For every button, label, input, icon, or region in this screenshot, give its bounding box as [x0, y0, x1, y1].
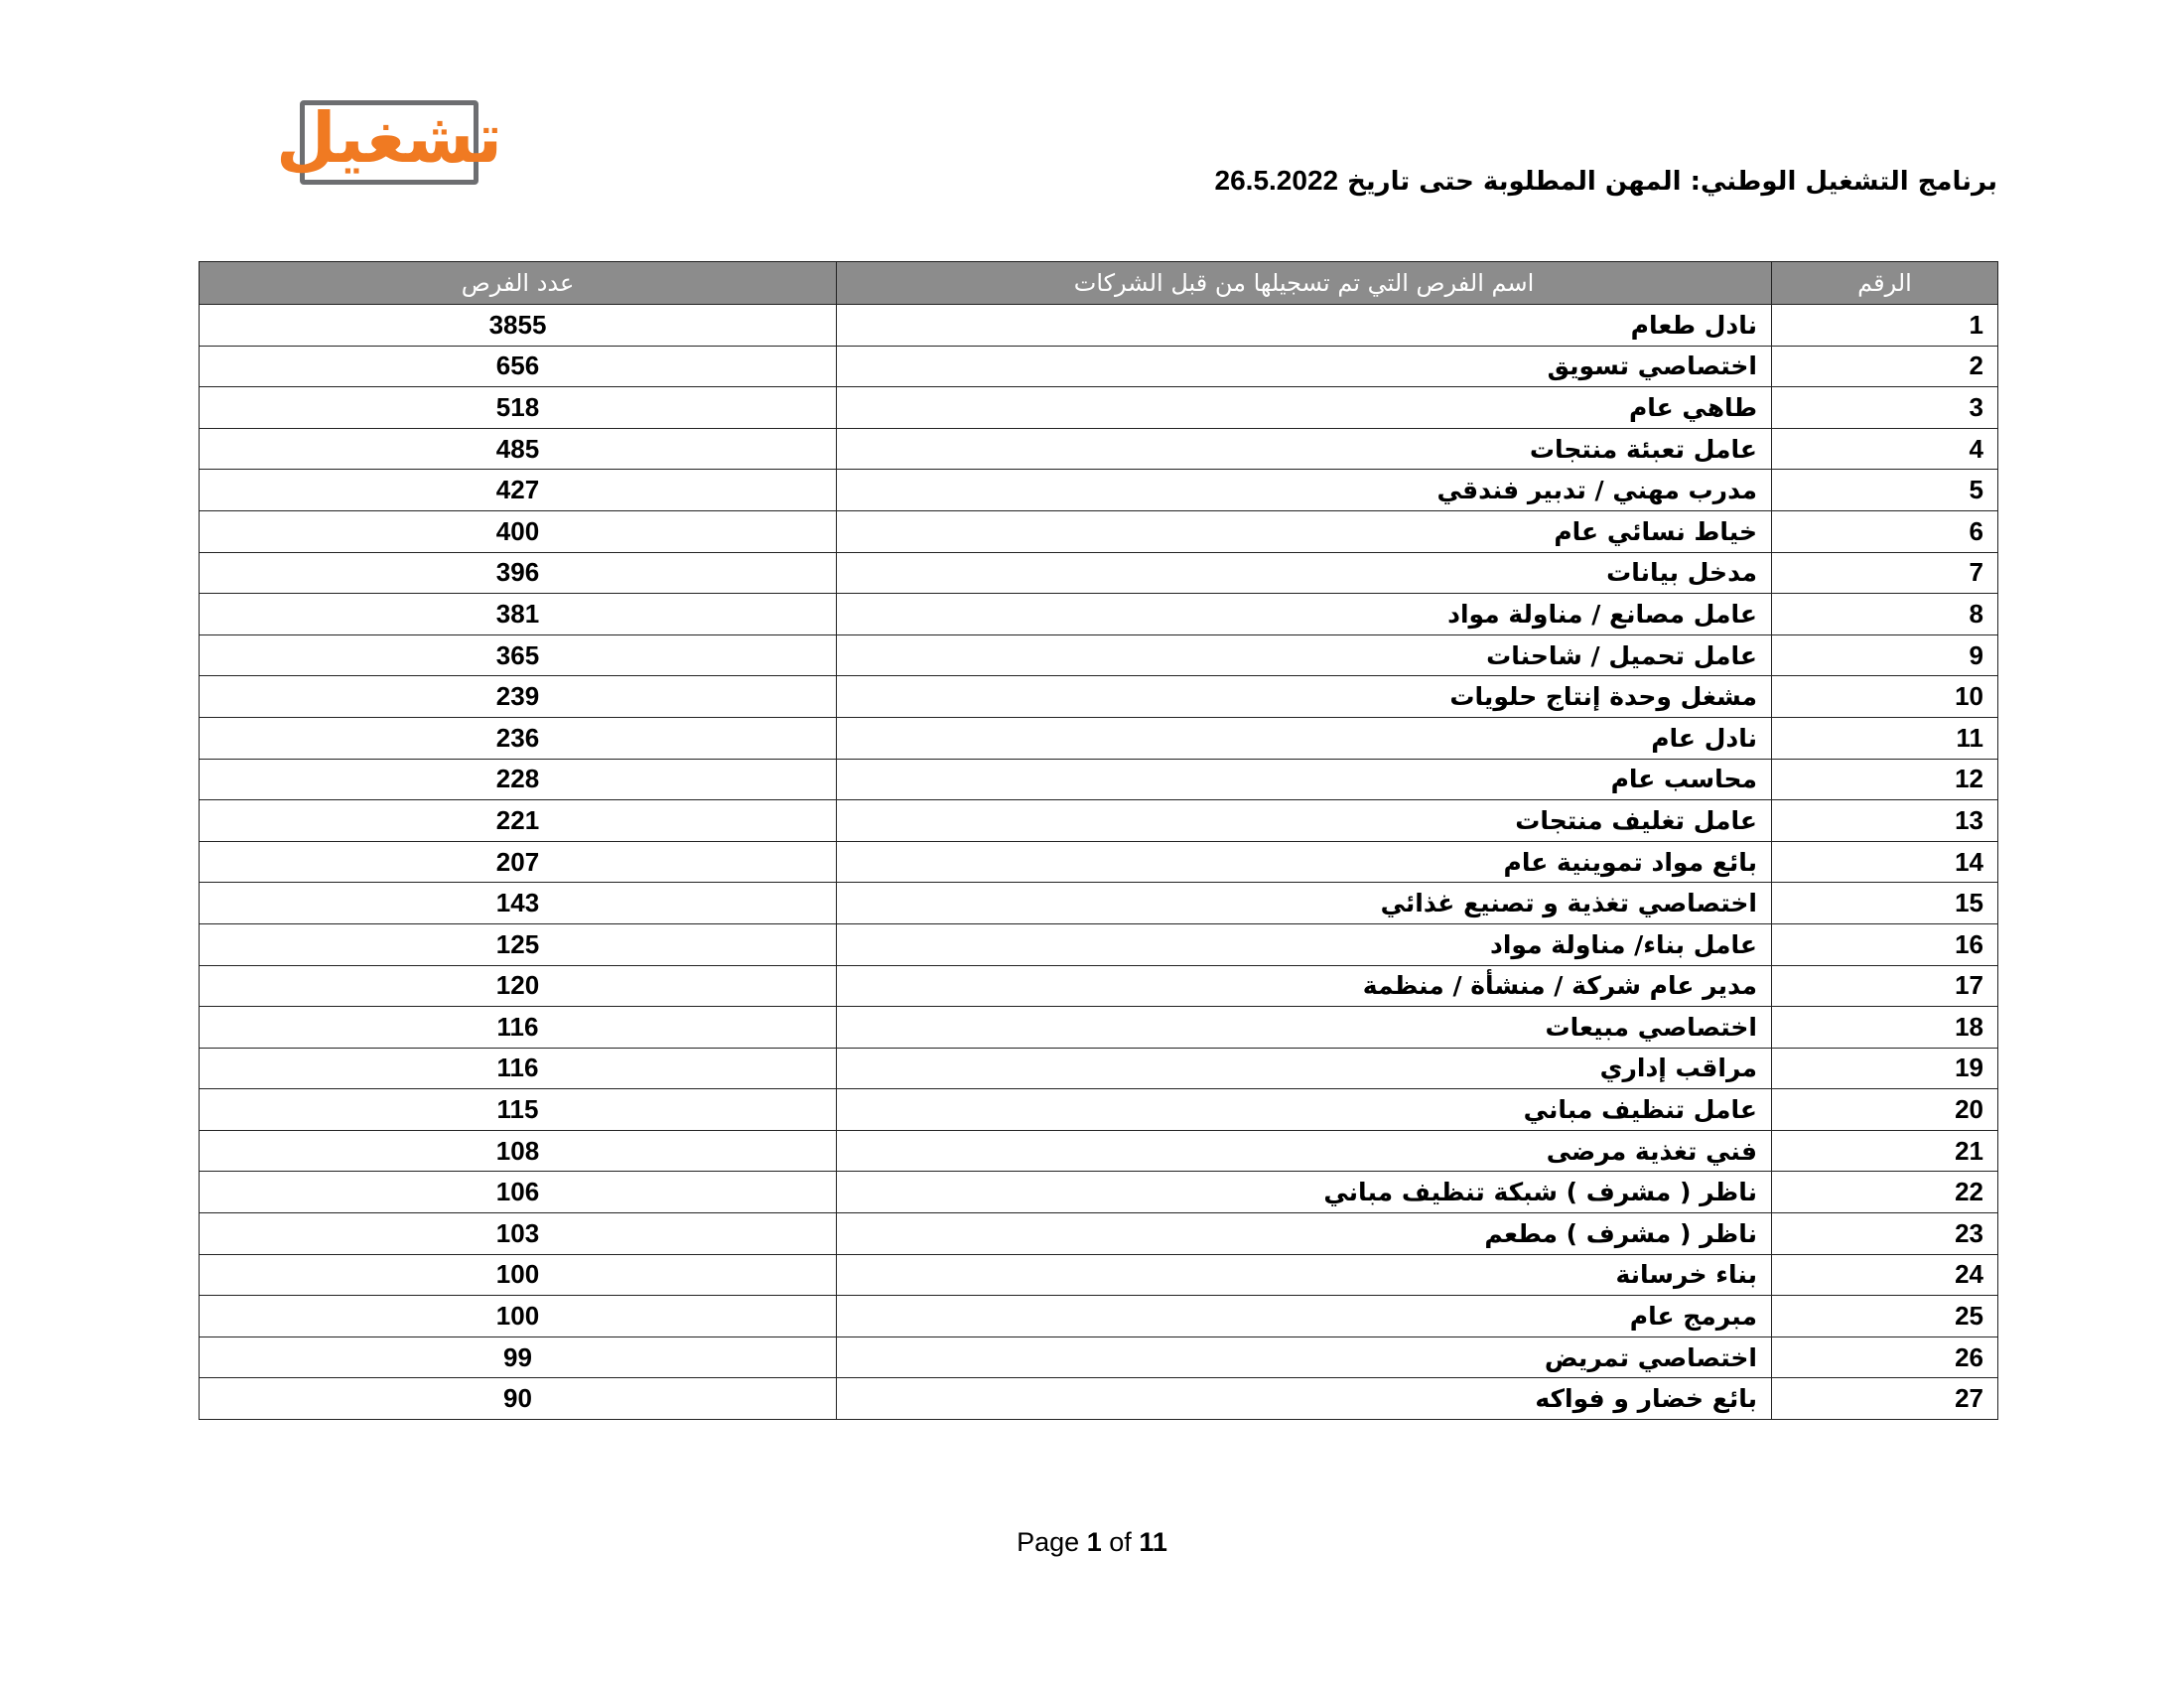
row-job-name: عامل مصانع / مناولة مواد [837, 594, 1772, 635]
row-opportunity-count: 108 [200, 1130, 837, 1172]
table-row [200, 759, 1998, 800]
table-row [200, 1296, 1998, 1337]
row-number: 25 [1772, 1296, 1998, 1337]
row-job-name: مدخل بيانات [837, 552, 1772, 594]
table-row [200, 510, 1998, 552]
row-job-name: ناظر ( مشرف ) شبكة تنظيف مباني [837, 1172, 1772, 1213]
row-number: 22 [1772, 1172, 1998, 1213]
row-job-name: عامل تنظيف مباني [837, 1089, 1772, 1131]
row-opportunity-count: 99 [200, 1336, 837, 1378]
row-number: 5 [1772, 470, 1998, 511]
row-job-name: فني تغذية مرضى [837, 1130, 1772, 1172]
row-number: 18 [1772, 1007, 1998, 1049]
row-job-name: نادل طعام [837, 305, 1772, 347]
row-number: 1 [1772, 305, 1998, 347]
jobs-table [199, 261, 1998, 1420]
row-opportunity-count: 221 [200, 800, 837, 842]
table-row [200, 1007, 1998, 1049]
row-number: 14 [1772, 841, 1998, 883]
row-job-name: اختصاصي مبيعات [837, 1007, 1772, 1049]
row-number: 9 [1772, 634, 1998, 676]
row-opportunity-count: 125 [200, 923, 837, 965]
row-number: 7 [1772, 552, 1998, 594]
row-number: 3 [1772, 387, 1998, 429]
row-job-name: مراقب إداري [837, 1048, 1772, 1089]
row-opportunity-count: 100 [200, 1254, 837, 1296]
row-opportunity-count: 228 [200, 759, 837, 800]
row-job-name: مشغل وحدة إنتاج حلويات [837, 676, 1772, 718]
table-row [200, 841, 1998, 883]
row-opportunity-count: 115 [200, 1089, 837, 1131]
row-job-name: بائع مواد تموينية عام [837, 841, 1772, 883]
logo-text: تشغيل [275, 96, 503, 179]
table-row [200, 634, 1998, 676]
table-row [200, 470, 1998, 511]
row-number: 10 [1772, 676, 1998, 718]
row-job-name: عامل تعبئة منتجات [837, 428, 1772, 470]
table-row [200, 1336, 1998, 1378]
page-title-date: 26.5.2022 [1214, 165, 1339, 196]
row-job-name: اختصاصي تغذية و تصنيع غذائي [837, 883, 1772, 924]
table-row [200, 800, 1998, 842]
row-number: 23 [1772, 1213, 1998, 1255]
row-opportunity-count: 143 [200, 883, 837, 924]
row-number: 16 [1772, 923, 1998, 965]
row-number: 4 [1772, 428, 1998, 470]
row-number: 27 [1772, 1378, 1998, 1420]
table-row [200, 1254, 1998, 1296]
row-number: 26 [1772, 1336, 1998, 1378]
row-opportunity-count: 518 [200, 387, 837, 429]
row-opportunity-count: 381 [200, 594, 837, 635]
row-opportunity-count: 90 [200, 1378, 837, 1420]
row-job-name: اختصاصي تمريض [837, 1336, 1772, 1378]
column-header-count: عدد الفرص [200, 262, 837, 305]
row-number: 13 [1772, 800, 1998, 842]
row-opportunity-count: 116 [200, 1007, 837, 1049]
table-row [200, 1048, 1998, 1089]
row-job-name: مدرب مهني / تدبير فندقي [837, 470, 1772, 511]
row-number: 21 [1772, 1130, 1998, 1172]
row-job-name: نادل عام [837, 717, 1772, 759]
row-opportunity-count: 3855 [200, 305, 837, 347]
row-job-name: عامل بناء/ مناولة مواد [837, 923, 1772, 965]
row-opportunity-count: 427 [200, 470, 837, 511]
row-opportunity-count: 106 [200, 1172, 837, 1213]
row-opportunity-count: 365 [200, 634, 837, 676]
row-opportunity-count: 239 [200, 676, 837, 718]
table-row [200, 717, 1998, 759]
row-opportunity-count: 485 [200, 428, 837, 470]
row-number: 11 [1772, 717, 1998, 759]
row-opportunity-count: 100 [200, 1296, 837, 1337]
row-job-name: مبرمج عام [837, 1296, 1772, 1337]
row-number: 24 [1772, 1254, 1998, 1296]
row-job-name: عامل تغليف منتجات [837, 800, 1772, 842]
table-row [200, 594, 1998, 635]
table-header [200, 262, 1998, 305]
row-number: 19 [1772, 1048, 1998, 1089]
row-opportunity-count: 396 [200, 552, 837, 594]
row-opportunity-count: 103 [200, 1213, 837, 1255]
row-opportunity-count: 656 [200, 346, 837, 387]
row-number: 6 [1772, 510, 1998, 552]
row-job-name: ناظر ( مشرف ) مطعم [837, 1213, 1772, 1255]
row-job-name: محاسب عام [837, 759, 1772, 800]
footer-of-word: of [1109, 1527, 1132, 1557]
row-opportunity-count: 120 [200, 965, 837, 1007]
table-row [200, 387, 1998, 429]
row-number: 2 [1772, 346, 1998, 387]
table-row [200, 1213, 1998, 1255]
column-header-name: اسم الفرص التي تم تسجيلها من قبل الشركات [837, 262, 1772, 305]
table-row [200, 346, 1998, 387]
table-row [200, 965, 1998, 1007]
row-number: 12 [1772, 759, 1998, 800]
table-row [200, 1089, 1998, 1131]
row-opportunity-count: 236 [200, 717, 837, 759]
table-row [200, 883, 1998, 924]
row-job-name: بناء خرسانة [837, 1254, 1772, 1296]
footer-current-page: 1 [1086, 1527, 1102, 1557]
row-number: 17 [1772, 965, 1998, 1007]
table-row [200, 305, 1998, 347]
footer-page-word: Page [1017, 1527, 1080, 1557]
page-title [1215, 165, 1997, 197]
column-header-num: الرقم [1772, 262, 1998, 305]
table-row [200, 428, 1998, 470]
table-row [200, 676, 1998, 718]
table-header-row [200, 262, 1998, 305]
table-body [200, 305, 1998, 1420]
jobs-table-container [199, 261, 1997, 1420]
table-row [200, 923, 1998, 965]
footer-total-pages: 11 [1139, 1527, 1167, 1557]
row-number: 15 [1772, 883, 1998, 924]
page-title-text: برنامج التشغيل الوطني: المهن المطلوبة حتى تاريخ [1347, 167, 1997, 197]
row-opportunity-count: 400 [200, 510, 837, 552]
row-opportunity-count: 207 [200, 841, 837, 883]
table-row [200, 1172, 1998, 1213]
row-job-name: بائع خضار و فواكه [837, 1378, 1772, 1420]
row-number: 20 [1772, 1089, 1998, 1131]
row-job-name: طاهي عام [837, 387, 1772, 429]
row-job-name: مدير عام شركة / منشأة / منظمة [837, 965, 1772, 1007]
row-opportunity-count: 116 [200, 1048, 837, 1089]
table-row [200, 1378, 1998, 1420]
row-job-name: عامل تحميل / شاحنات [837, 634, 1772, 676]
table-row [200, 1130, 1998, 1172]
table-row [200, 552, 1998, 594]
logo [275, 96, 503, 185]
row-number: 8 [1772, 594, 1998, 635]
row-job-name: خياط نسائي عام [837, 510, 1772, 552]
row-job-name: اختصاصي تسويق [837, 346, 1772, 387]
page-footer [0, 1527, 2184, 1558]
